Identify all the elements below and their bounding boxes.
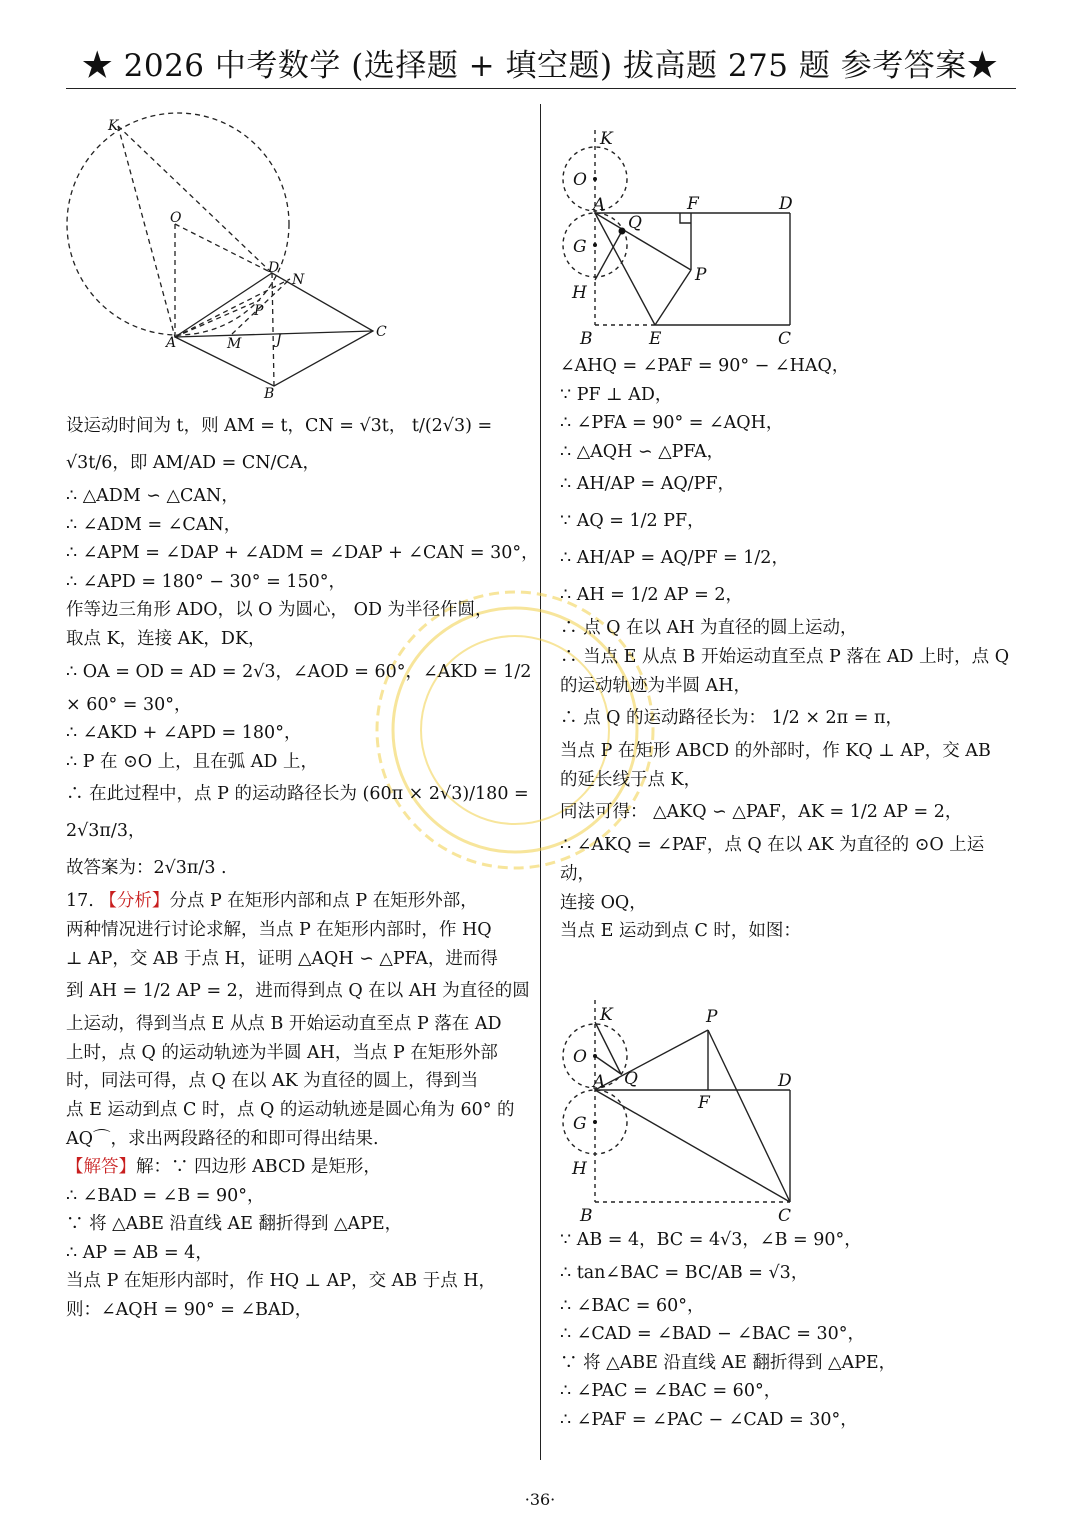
text-line: ∴ ∠AKD + ∠APD = 180°， <box>66 723 302 744</box>
text-line: 当点 P 在矩形 ABCD 的外部时，作 KQ ⊥ AP，交 AB <box>560 741 991 762</box>
fig3-label-C: C <box>778 1206 792 1226</box>
text-line: 上时，点 Q 的运动轨迹为半圆 AH，当点 P 在矩形外部 <box>66 1042 498 1063</box>
text-line: ∴ ∠APM = ∠DAP + ∠ADM = ∠DAP + ∠CAN = 30°， <box>66 543 539 564</box>
right-column-text-b <box>560 1226 1020 1435</box>
text-line: 连接 OQ， <box>560 892 647 913</box>
fig3-label-F: F <box>698 1093 710 1113</box>
figure-circle-rhombus <box>60 112 410 402</box>
fig3-label-H: H <box>572 1159 587 1179</box>
text-line: 到 AH = 1/2 AP = 2，进而得到点 Q 在以 AH 为直径的圆 <box>66 981 530 1002</box>
figure-rectangle-outside <box>560 990 810 1226</box>
fig2-label-D: D <box>779 194 793 214</box>
fig1-label-K: K <box>108 118 119 134</box>
text-line: 点 E 运动到点 C 时，点 Q 的运动轨迹是圆心角为 60° 的 <box>66 1099 515 1120</box>
text-line: 的运动轨迹为半圆 AH， <box>560 675 751 696</box>
header-rule <box>66 88 1016 89</box>
fig1-label-M: M <box>227 336 242 352</box>
page-header-title: ★ 2026 中考数学 (选择题 + 填空题) 拔高题 275 题 参考答案★ <box>81 48 999 84</box>
text-line: ∴ ∠PAF = ∠PAC − ∠CAD = 30°， <box>560 1409 858 1430</box>
text-line: √3t/6，即 AM/AD = CN/CA， <box>66 453 320 473</box>
fig3-label-K: K <box>600 1005 613 1025</box>
text-line: ∴ ∠BAC = 60°， <box>560 1295 705 1316</box>
text-line: 17. 【分析】分点 P 在矩形内部和点 P 在矩形外部， <box>66 891 478 912</box>
figure-rectangle-inside <box>560 120 810 352</box>
fig3-label-B: B <box>580 1206 593 1226</box>
text-line: 【解答】解：∵ 四边形 ABCD 是矩形， <box>66 1157 381 1178</box>
fig3-label-O: O <box>573 1047 587 1067</box>
text-line: ∴ ∠BAD = ∠B = 90°， <box>66 1185 265 1206</box>
fig1-label-P: P <box>254 303 264 319</box>
fig2-label-B: B <box>580 329 593 349</box>
text-line: 2√3π/3， <box>66 821 146 842</box>
text-line: ∵ AB = 4，BC = 4√3，∠B = 90°， <box>560 1230 862 1250</box>
fig3-label-A: A <box>593 1072 606 1092</box>
text-line: 当点 E 运动到点 C 时，如图： <box>560 921 801 942</box>
text-line: ∴ 当点 E 从点 B 开始运动直至点 P 落在 AD 上时，点 Q <box>560 646 1010 667</box>
fig1-label-O: O <box>170 210 182 226</box>
fig1-label-J: J <box>276 332 282 348</box>
fig2-label-F: F <box>687 194 699 214</box>
text-line: 作等边三角形 ADO，以 O 为圆心， OD 为半径作圆， <box>66 600 493 621</box>
text-line: ∴ △ADM ∽ △CAN， <box>66 486 239 506</box>
text-line: ∴ 在此过程中，点 P 的运动路径长为 (60π × 2√3)/180 = <box>66 784 529 805</box>
text-line: ∴ P 在 ⊙O 上，且在弧 AD 上， <box>66 751 318 772</box>
left-column-text <box>66 408 539 1325</box>
fig2-label-A: A <box>593 195 606 215</box>
text-line: AQ⌒，求出两段路径的和即可得出结果. <box>66 1128 379 1149</box>
text-line: 取点 K，连接 AK，DK， <box>66 628 266 649</box>
text-line: 同法可得： △AKQ ∽ △PAF，AK = 1/2 AP = 2， <box>560 802 963 823</box>
text-line: ∵ 将 △ABE 沿直线 AE 翻折得到 △APE， <box>560 1352 897 1373</box>
text-line: ⊥ AP，交 AB 于点 H，证明 △AQH ∽ △PFA，进而得 <box>66 948 498 969</box>
text-line: ∵ PF ⊥ AD， <box>560 384 673 405</box>
fig2-label-E: E <box>649 329 662 349</box>
text-line: ∴ OA = OD = AD = 2√3，∠AOD = 60°，∠AKD = 1/2 <box>66 661 532 682</box>
text-line: ∴ △AQH ∽ △PFA， <box>560 441 725 462</box>
fig1-label-N: N <box>292 272 305 288</box>
text-line: ∴ 点 Q 的运动路径长为： 1/2 × 2π = π， <box>560 708 903 729</box>
fig1-label-B: B <box>264 386 275 402</box>
fig3-label-P: P <box>706 1007 718 1027</box>
text-line: ∴ ∠AKQ = ∠PAF，点 Q 在以 AK 为直径的 ⊙O 上运 <box>560 835 985 856</box>
text-line: 当点 P 在矩形内部时，作 HQ ⊥ AP，交 AB 于点 H， <box>66 1271 497 1292</box>
text-line: ∴ AP = AB = 4， <box>66 1242 213 1263</box>
page-number: ·36· <box>524 1490 556 1509</box>
text-line: × 60° = 30°， <box>66 694 192 715</box>
text-line: 两种情况进行讨论求解，当点 P 在矩形内部时，作 HQ <box>66 919 492 940</box>
text-line: ∴ AH = 1/2 AP = 2， <box>560 585 743 606</box>
fig1-label-A: A <box>166 335 177 351</box>
fig2-label-H: H <box>572 283 587 303</box>
fig2-label-Q: Q <box>628 213 642 233</box>
text-line: 设运动时间为 t，则 AM = t，CN = √3t， t/(2√3) = <box>66 416 493 436</box>
fig3-label-D: D <box>778 1071 792 1091</box>
text-line: ∴ ∠PFA = 90° = ∠AQH， <box>560 413 784 434</box>
fig2-label-K: K <box>600 129 613 149</box>
text-line: 的延长线于点 K， <box>560 769 702 790</box>
text-line: ∴ 点 Q 在以 AH 为直径的圆上运动， <box>560 618 858 639</box>
column-divider <box>540 104 541 1460</box>
text-line: ∵ AQ = 1/2 PF， <box>560 511 705 532</box>
fig3-label-G: G <box>573 1114 587 1134</box>
fig2-label-G: G <box>573 237 587 257</box>
text-line: 上运动，得到当点 E 从点 B 开始运动直至点 P 落在 AD <box>66 1014 502 1035</box>
fig2-label-P: P <box>695 265 707 285</box>
text-line: 则：∠AQH = 90° = ∠BAD， <box>66 1300 313 1321</box>
fig1-label-C: C <box>376 324 387 340</box>
text-line: ∴ ∠APD = 180° − 30° = 150°， <box>66 571 346 592</box>
text-line: ∴ tan∠BAC = BC/AB = √3， <box>560 1262 809 1283</box>
text-line: ∵ 将 △ABE 沿直线 AE 翻折得到 △APE， <box>66 1214 403 1235</box>
text-line: 时，同法可得，点 Q 在以 AK 为直径的圆上，得到当 <box>66 1071 479 1092</box>
text-line: 动， <box>560 863 595 884</box>
right-column-text-a <box>560 352 1020 946</box>
fig2-label-O: O <box>573 170 587 190</box>
text-line: ∴ ∠PAC = ∠BAC = 60°， <box>560 1381 782 1402</box>
text-line: ∴ AH/AP = AQ/PF = 1/2， <box>560 548 789 569</box>
text-line: 故答案为：2√3π/3 . <box>66 858 227 879</box>
text-line: ∠AHQ = ∠PAF = 90° − ∠HAQ， <box>560 356 850 376</box>
fig2-label-C: C <box>778 329 792 349</box>
text-line: ∴ AH/AP = AQ/PF， <box>560 474 735 495</box>
fig1-label-D: D <box>268 260 280 276</box>
text-line: ∴ ∠CAD = ∠BAD − ∠BAC = 30°， <box>560 1324 866 1345</box>
text-line: ∴ ∠ADM = ∠CAN， <box>66 514 242 535</box>
fig3-label-Q: Q <box>624 1069 638 1089</box>
